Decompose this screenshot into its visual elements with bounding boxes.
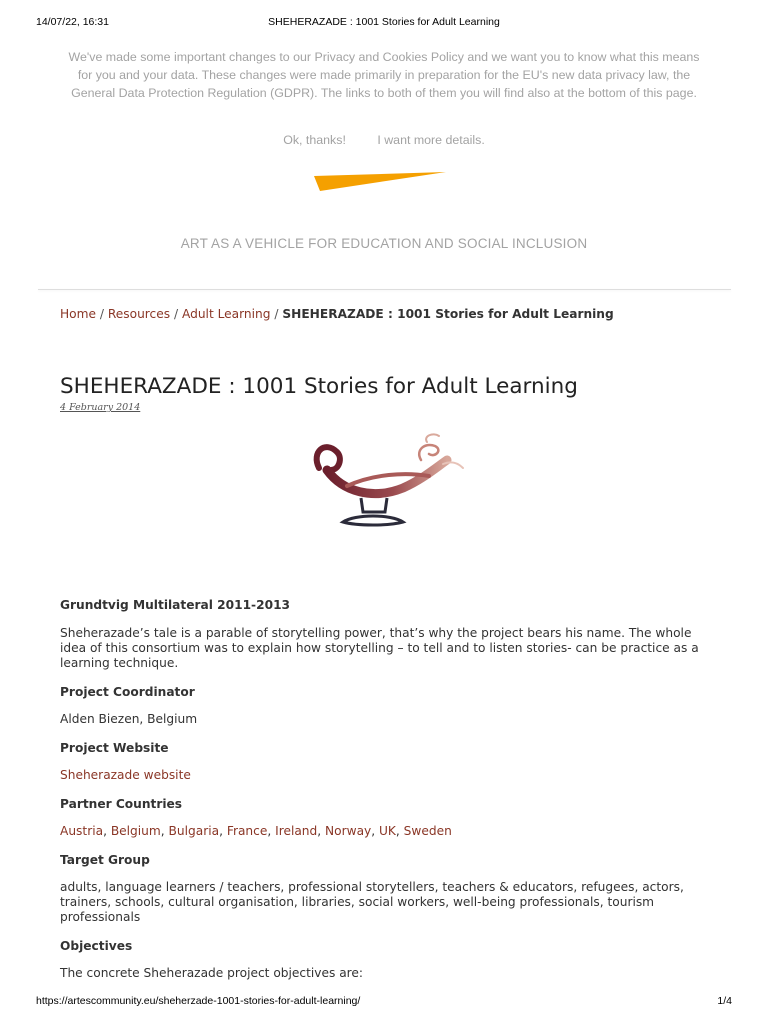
programme-heading: Grundtvig Multilateral 2011-2013: [60, 598, 291, 612]
partner-separator: ,: [219, 824, 223, 838]
partner-separator: ,: [317, 824, 322, 838]
objectives-heading: Objectives: [60, 939, 133, 953]
breadcrumb-separator: /: [274, 307, 279, 321]
partner-country-link[interactable]: Ireland: [275, 824, 318, 838]
breadcrumb-home[interactable]: Home: [60, 307, 96, 321]
partner-countries: [60, 824, 720, 839]
partners-heading: Partner Countries: [60, 797, 183, 811]
target-group-text: adults, language learners / teachers, professional storytellers, teachers & educators, refugees, actors, trainers, schools, cultural organisation, libraries, social workers, well-being professionals, tourism professionals: [60, 880, 684, 924]
partner-country-link[interactable]: Bulgaria: [168, 824, 220, 838]
breadcrumb: [60, 307, 614, 321]
breadcrumb-resources[interactable]: Resources: [107, 307, 171, 321]
project-website-link[interactable]: Sheherazade website: [60, 768, 191, 782]
magic-lamp-image: [303, 430, 467, 530]
partner-separator: ,: [267, 824, 272, 838]
target-heading: Target Group: [60, 853, 150, 867]
print-header: [36, 16, 732, 30]
objectives-intro: The concrete Sheherazade project objectives are:: [60, 966, 364, 980]
partner-country-link[interactable]: Belgium: [110, 824, 161, 838]
breadcrumb-adult-learning[interactable]: Adult Learning: [181, 307, 271, 321]
cookie-ok-button[interactable]: Ok, thanks!: [283, 133, 346, 147]
lamp-icon: [317, 434, 463, 525]
partner-country-link[interactable]: Austria: [60, 824, 104, 838]
post-content: [60, 597, 720, 981]
coordinator-value: Alden Biezen, Belgium: [60, 712, 198, 726]
cookie-banner-message: We've made some important changes to our Privacy and Cookies Policy and we want you to know what this means for you and your data. These changes were made primarily in preparation for the EU's new data privacy law, the General Data Protection Regulation (GDPR). The links to both of them you will find also at the bottom of this page.: [68, 50, 700, 100]
print-title: SHEHERAZADE : 1001 Stories for Adult Learning: [268, 16, 500, 28]
breadcrumb-current: SHEHERAZADE : 1001 Stories for Adult Learning: [282, 307, 614, 321]
print-date: 14/07/22, 16:31: [36, 16, 109, 28]
partner-country-link[interactable]: UK: [379, 824, 396, 838]
cookie-banner-actions: [0, 133, 768, 147]
site-tagline: ART AS A VEHICLE FOR EDUCATION AND SOCIAL INCLUSION: [180, 236, 588, 251]
website-heading: Project Website: [60, 741, 169, 755]
partner-country-link[interactable]: Norway: [325, 824, 372, 838]
site-logo[interactable]: [314, 172, 448, 194]
breadcrumb-separator: /: [99, 307, 104, 321]
page-number: 1/4: [717, 995, 732, 1007]
print-footer: [36, 995, 732, 1009]
breadcrumb-separator: /: [173, 307, 179, 321]
partner-country-link[interactable]: Sweden: [403, 824, 452, 838]
partner-separator: ,: [160, 824, 165, 838]
logo-triangle-icon: [314, 172, 446, 191]
header-divider: [38, 289, 731, 290]
post-date[interactable]: 4 February 2014: [60, 402, 141, 413]
intro-paragraph: Sheherazade’s tale is a parable of storytelling power, that’s why the project bears his name. The whole idea of this consortium was to explain how storytelling – to tell and to listen stories- can be practice as a learning technique.: [60, 626, 699, 670]
partner-separator: ,: [395, 824, 400, 838]
partner-country-link[interactable]: France: [226, 824, 268, 838]
partner-separator: ,: [103, 824, 107, 838]
coordinator-heading: Project Coordinator: [60, 685, 195, 699]
print-url: https://artescommunity.eu/sheherzade-1001-stories-for-adult-learning/: [36, 995, 361, 1007]
cookie-details-link[interactable]: I want more details.: [377, 133, 485, 147]
page-title: SHEHERAZADE : 1001 Stories for Adult Learning: [60, 374, 578, 399]
partner-separator: ,: [371, 824, 376, 838]
